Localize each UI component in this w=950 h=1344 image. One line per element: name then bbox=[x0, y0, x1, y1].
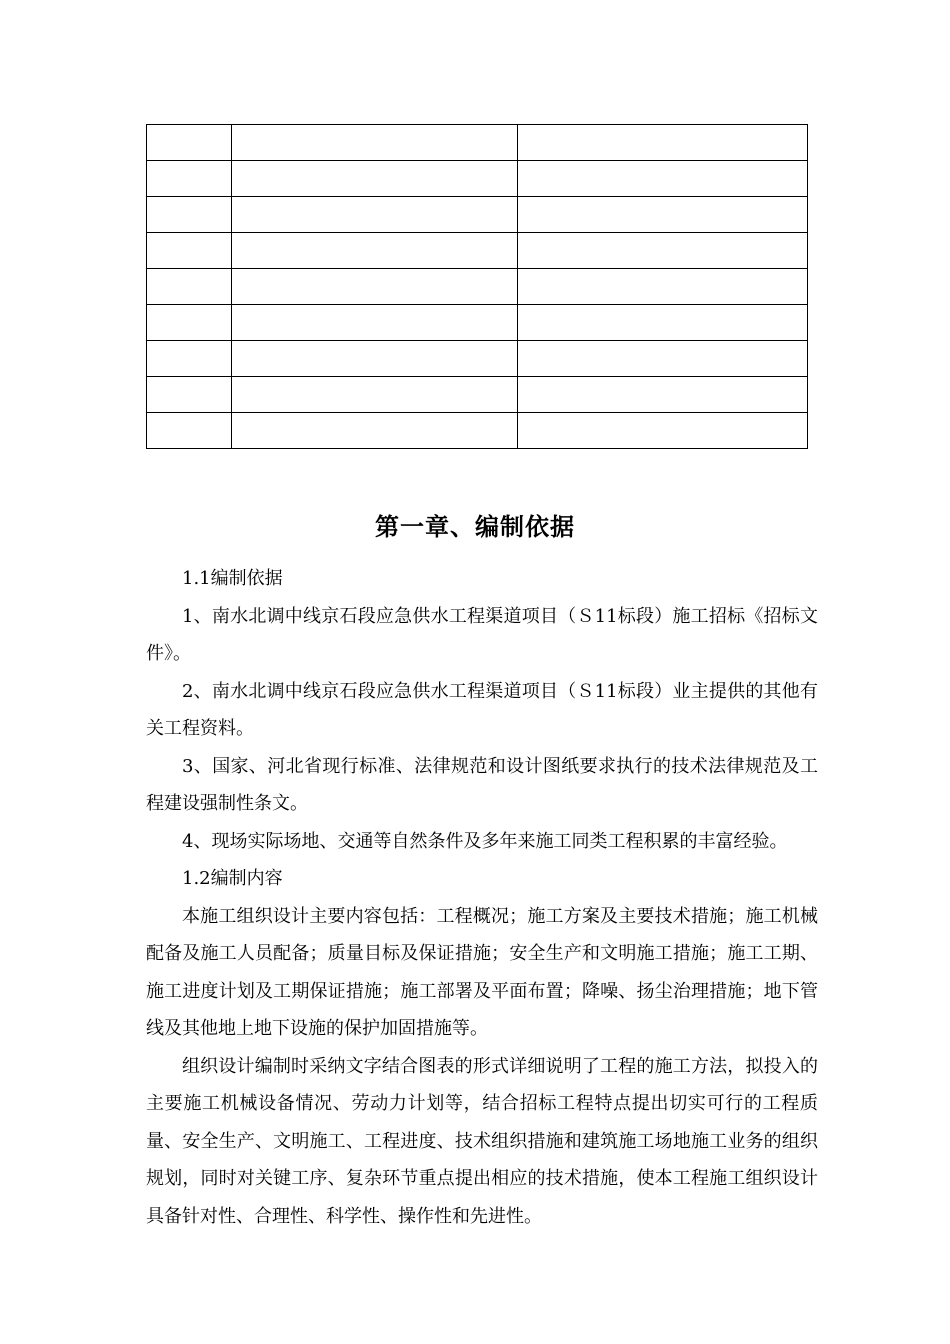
section-heading-1-2: 1.2编制内容 bbox=[182, 868, 283, 889]
table-cell bbox=[147, 161, 232, 197]
table-cell bbox=[232, 161, 518, 197]
table-row bbox=[147, 233, 808, 269]
table-row bbox=[147, 341, 808, 377]
table-cell bbox=[518, 377, 808, 413]
list-item: 1、南水北调中线京石段应急供水工程渠道项目（Ｓ11标段）施工招标《招标文件》。 bbox=[146, 605, 818, 664]
paragraph: 本施工组织设计主要内容包括：工程概况；施工方案及主要技术措施；施工机械配备及施工人员配备；质量目标及保证措施；安全生产和文明施工措施；施工工期、施工进度计划及工期保证措施；施工部署及平面布置；降噪、扬尘治理措施；地下管线及其他地上地下设施的保护加固措施等。 bbox=[146, 905, 818, 1039]
list-item: 2、南水北调中线京石段应急供水工程渠道项目（Ｓ11标段）业主提供的其他有关工程资料。 bbox=[146, 680, 818, 739]
table-cell bbox=[518, 161, 808, 197]
table-row bbox=[147, 413, 808, 449]
table-cell bbox=[147, 125, 232, 161]
table-cell bbox=[232, 233, 518, 269]
table-cell bbox=[232, 269, 518, 305]
table-cell bbox=[232, 341, 518, 377]
table-row bbox=[147, 269, 808, 305]
table-cell bbox=[147, 269, 232, 305]
chapter-title: 第一章、编制依据 bbox=[375, 512, 575, 541]
blank-table bbox=[146, 124, 808, 449]
table-row bbox=[147, 305, 808, 341]
table-cell bbox=[147, 413, 232, 449]
table-cell bbox=[147, 377, 232, 413]
table-row bbox=[147, 161, 808, 197]
list-item: 4、现场实际场地、交通等自然条件及多年来施工同类工程积累的丰富经验。 bbox=[182, 830, 788, 852]
table-cell bbox=[518, 305, 808, 341]
table-row bbox=[147, 197, 808, 233]
paragraph: 组织设计编制时采纳文字结合图表的形式详细说明了工程的施工方法，拟投入的主要施工机械设备情况、劳动力计划等，结合招标工程特点提出切实可行的工程质量、安全生产、文明施工、工程进度、技术组织措施和建筑施工场地施工业务的组织规划，同时对关键工序、复杂环节重点提出相应的技术措施，使本工程施工组织设计具备针对性、合理性、科学性、操作性和先进性。 bbox=[146, 1055, 818, 1227]
table-cell bbox=[147, 341, 232, 377]
table-cell bbox=[518, 341, 808, 377]
section-heading-1-1: 1.1编制依据 bbox=[182, 568, 283, 589]
table-cell bbox=[232, 377, 518, 413]
body-content bbox=[146, 560, 818, 1235]
table-cell bbox=[518, 125, 808, 161]
table-cell bbox=[518, 413, 808, 449]
table-cell bbox=[147, 197, 232, 233]
table-cell bbox=[232, 125, 518, 161]
table-cell bbox=[147, 233, 232, 269]
table-cell bbox=[518, 269, 808, 305]
table-cell bbox=[232, 305, 518, 341]
table-cell bbox=[232, 413, 518, 449]
table-cell bbox=[232, 197, 518, 233]
list-item: 3、国家、河北省现行标准、法律规范和设计图纸要求执行的技术法律规范及工程建设强制性条文。 bbox=[146, 755, 818, 814]
table-cell bbox=[518, 197, 808, 233]
table-cell bbox=[147, 305, 232, 341]
table-cell bbox=[518, 233, 808, 269]
table-row bbox=[147, 125, 808, 161]
table-row bbox=[147, 377, 808, 413]
